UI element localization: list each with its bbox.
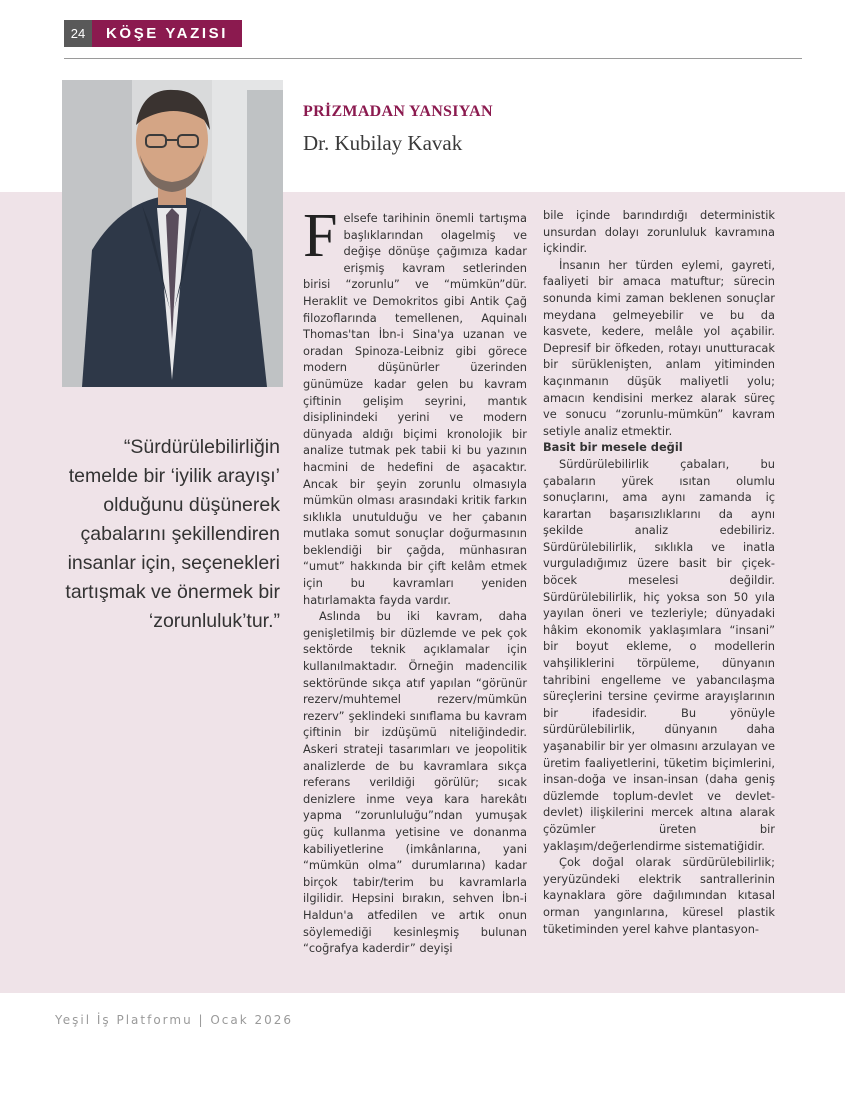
drop-cap: F (303, 202, 338, 270)
author-portrait-illustration (62, 80, 283, 387)
header-rule (64, 58, 802, 59)
paragraph: İnsanın her türden eylemi, gayreti, faaliyeti bir amaca matuftur; sürecin sonunda kimi zaman beklenen sonuçlar meydana gelmeyebilir ve bu da kasvete, kedere, melâle yol açabilir. Depresif bir öfkeden, rotayı unutturacak bir sürüklenişten, anlam yitiminden kaçınmanın düşük maliyetli yolu; amacın kendisini merkez alarak süreç ve sonucu “zorunlu-mümkün” kavram setiyle analiz etmektir. (543, 257, 775, 438)
article-kicker: PRİZMADAN YANSIYAN (303, 103, 493, 120)
author-name: Dr. Kubilay Kavak (303, 131, 463, 155)
article-column-1 (303, 202, 527, 957)
section-label: KÖŞE YAZISI (92, 20, 242, 47)
paragraph: Çok doğal olarak sürdürülebilirlik; yeryüzündeki elektrik santrallerinin kaynaklara göre dağılımından kıtasal orman yangınlarına, küresel plastik tüketiminden yerel kahve plantasyon- (543, 855, 775, 936)
paragraph: Sürdürülebilirlik çabaları, bu çabaların yürek ısıtan olumlu sonuçlarını, ama aynı zamanda iç karartan başarısızlıklarını da aynı şekilde analiz edebiliriz. Sürdürülebilirlik, sıklıkla ve inatla vurguladığımız üzere basit bir çiçek-böcek meselesi değildir. Sürdürülebilirlik, hiç yoksa son 50 yıla yayılan öneri ve tezleriyle; dünyadaki hâkim ekonomik yaklaşımlara “insani” bir boyut ekleme, o modellerin vahşiliklerini törpüleme, dünyanın tahribini engelleme ve yabancılaşma süreçlerini tersine çevirme arayışlarının bir ifadesidir. Bu yönüyle sürdürülebilirlik, dünyanın daha yaşanabilir bir yer olmasını arzulayan ve üretim faaliyetlerini, tüketim biçimlerini, insan-doğa ve insan-insan (daha geniş düzlemde toplum-devlet ve devlet-devlet) ilişkilerini mercek altına alarak çözümler üreten bir yaklaşım/değerlendirme sistematiğidir. (543, 456, 775, 853)
paragraph: bile içinde barındırdığı deterministik unsurdan dolayı zorunluluk kavramına içkindir. (543, 208, 775, 256)
page-number: 24 (64, 20, 92, 47)
paragraph-text: elsefe tarihinin önemli tartışma başlıklarından olagelmiş ve değişe dönüşe çağımıza kadar erişmiş kavram setlerinden birisi “zorunlu” ve “mümkün”dür. Heraklit ve Demokritos gibi Antik Çağ filozoflarında temellenen, Aquinalı Thomas'tan İbn-i Sina'ya uzanan ve oradan Spinoza-Leibniz gibi görece modern düşünürler üzerinden günümüze kadar gelen bu kavram çiftinin gelişim seyrini, mantık disiplinindeki yerini ve modern dünyada aldığı biçimi kronolojik bir analize tutmak pek tabii ki bu yazının hacmini de hedefini de aşacaktır. Ancak bir şeyin zorunlu olmasıyla mümkün olması arasındaki kritik farkın sıklıkla unutulduğu ve her çabanın mutlaka somut sonuçlar doğurmasının beklendiği bir çağda, münhasıran “umut” hakkında bir çift kelâm etmek için bu kavramları yeniden hatırlamakta fayda vardır. (303, 211, 527, 607)
pull-quote: “Sürdürülebilirliğin temelde bir ‘iyilik arayışı’ olduğunu düşünerek çabalarını şekillendiren insanlar için, seçenekleri tartışmak ve önermek bir ‘zorunluluk’tur.” (65, 436, 280, 632)
author-photo (62, 80, 283, 387)
paragraph: Aslında bu iki kavram, daha genişletilmiş bir düzlemde ve pek çok sektörde teknik açıklamalar için kullanılmaktadır. Örneğin madencilik sektöründe sıkça atıf yapılan “görünür rezerv/muhtemel rezerv/mümkün rezerv” şeklindeki sınıflama bu kavram çiftinin bir izdüşümü niteliğindedir. Askeri strateji tasarımları ve jeopolitik analizlerde de bu kavramlara sıkça referans verildiği görülür; sıcak denizlere inme veya kara harekâtı yapma “zorunluluğu”ndan yumuşak güç kullanma yetisine ve donanma kabiliyetlerine (imkânlarına, yani “mümkün olma” durumlarına) kadar birçok tabir/terim bu kavramlarla ilgilidir. Hepsini bırakın, sehven İbn-i Haldun'a atfedilen ve artık onun söylemediği kesinleşmiş bulunan “coğrafya kaderdir” deyişi (303, 609, 527, 956)
footer-text: Yeşil İş Platformu | Ocak 2026 (55, 1013, 294, 1027)
paragraph (303, 202, 527, 608)
article-column-2 (543, 207, 775, 937)
subheading: Basit bir mesele değil (543, 440, 683, 455)
